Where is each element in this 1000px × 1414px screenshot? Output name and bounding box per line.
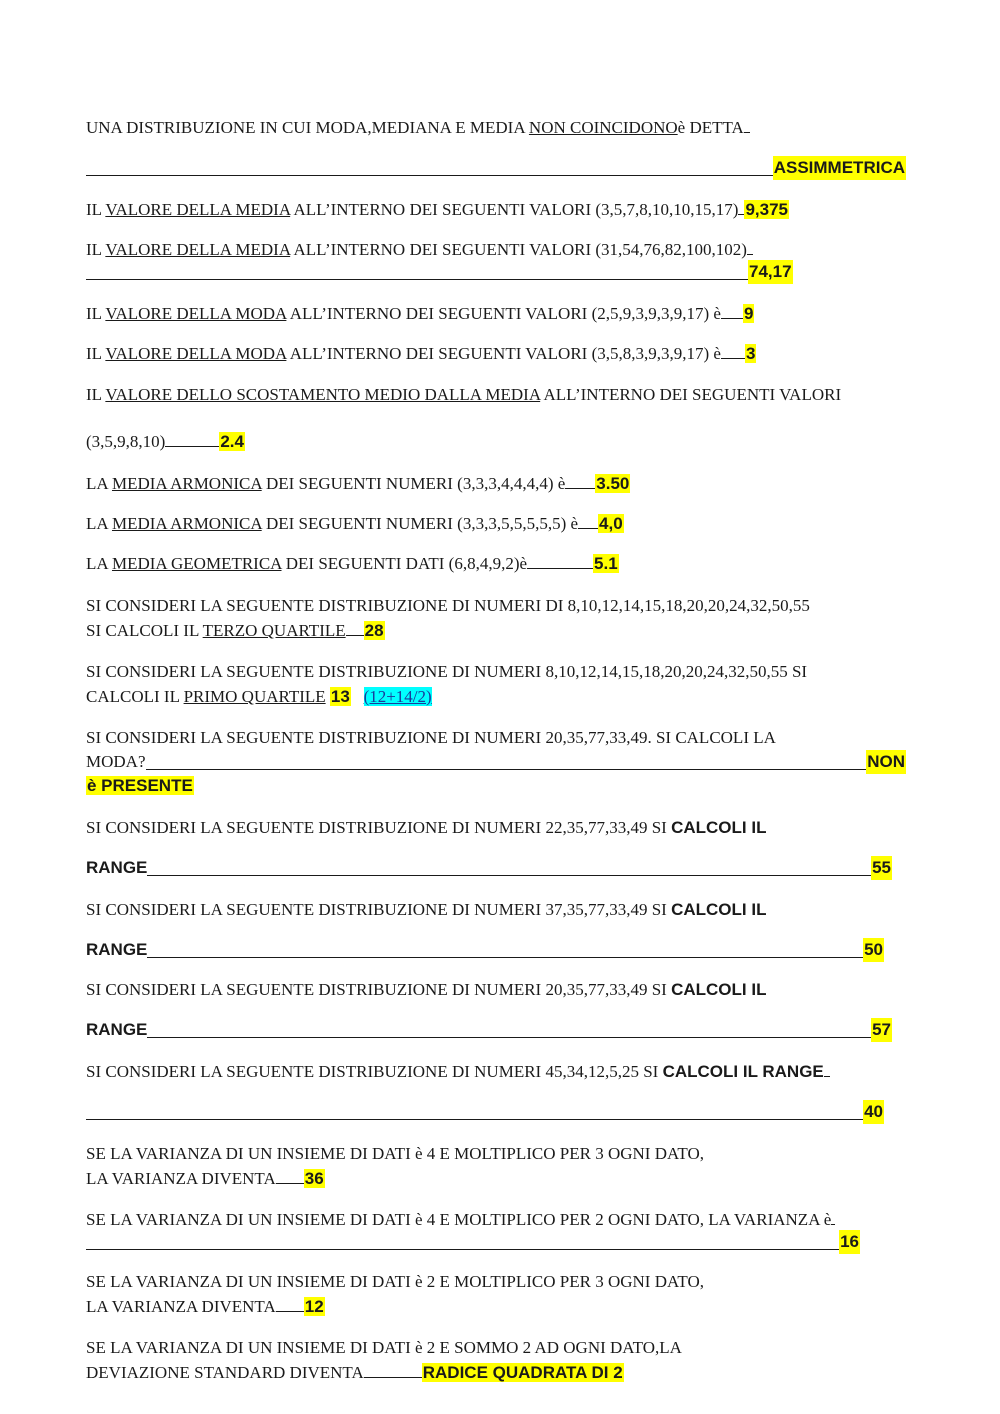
question-text: ALL’INTERNO DEI SEGUENTI VALORI (31,54,76,82,100,102): [290, 240, 747, 259]
question-text: SI CONSIDERI LA SEGUENTE DISTRIBUZIONE DI NUMERI 8,10,12,14,15,18,20,20,24,32,50,55 SI: [86, 662, 808, 681]
question-std-deviation-line2: [86, 1361, 906, 1385]
answer-highlight: 57: [871, 1018, 892, 1042]
bold-term: CALCOLI IL: [671, 818, 767, 837]
question-text: DEI SEGUENTI NUMERI (3,3,3,5,5,5,5,5) è: [261, 514, 579, 533]
answer-highlight: 9: [743, 304, 754, 323]
bold-term: RANGE: [86, 858, 148, 877]
question-text: SE LA VARIANZA DI UN INSIEME DI DATI è 2 E MOLTIPLICO PER 3 OGNI DATO,: [86, 1272, 704, 1291]
answer-line: [86, 156, 906, 180]
question-asymmetric: [86, 116, 906, 140]
question-mean-1: [86, 198, 906, 222]
underlined-term: MEDIA GEOMETRICA: [111, 554, 282, 573]
underlined-term: MEDIA ARMONICA: [111, 474, 262, 493]
underlined-term: VALORE DELLO SCOSTAMENTO MEDIO DALLA MEDIA: [105, 385, 541, 404]
underlined-term: NON COINCIDONO: [528, 118, 678, 137]
question-text: SI CALCOLI IL: [86, 621, 203, 640]
question-range-1: [86, 816, 906, 840]
question-text: è DETTA: [677, 118, 744, 137]
answer-highlight: 2.4: [220, 432, 244, 451]
bold-term: RANGE: [86, 940, 148, 959]
answer-highlight: è PRESENTE: [87, 776, 193, 795]
answer-line: [86, 938, 884, 962]
underlined-term: MEDIA ARMONICA: [111, 514, 262, 533]
question-mode-absent: [86, 726, 906, 750]
answer-highlight: 55: [871, 856, 892, 880]
question-text: DEVIAZIONE STANDARD DIVENTA: [86, 1363, 364, 1382]
underlined-term: VALORE DELLA MEDIA: [105, 200, 291, 219]
question-text: CALCOLI IL: [86, 687, 184, 706]
question-text: SI CONSIDERI LA SEGUENTE DISTRIBUZIONE DI NUMERI 37,35,77,33,49 SI: [86, 900, 672, 919]
bold-term: RANGE: [86, 1020, 148, 1039]
question-text: LA: [86, 514, 112, 533]
answer-highlight: ASSIMMETRICA: [773, 156, 906, 180]
answer-highlight: NON: [866, 750, 906, 774]
question-variance-3-line2: [86, 1295, 906, 1319]
question-mean-deviation: [86, 384, 856, 406]
question-harmonic-1: [86, 472, 906, 496]
question-text: SI CONSIDERI LA SEGUENTE DISTRIBUZIONE DI NUMERI 20,35,77,33,49 SI: [86, 980, 672, 999]
answer-continuation: [86, 774, 906, 798]
question-variance-1-line2: [86, 1167, 906, 1191]
question-geometric: [86, 552, 906, 576]
question-std-deviation: [86, 1336, 906, 1360]
question-range-3: [86, 978, 906, 1002]
answer-highlight: 36: [304, 1169, 324, 1188]
question-text: SE LA VARIANZA DI UN INSIEME DI DATI è 4 E MOLTIPLICO PER 3 OGNI DATO,: [86, 1144, 704, 1163]
bold-term: CALCOLI IL: [671, 980, 767, 999]
question-text: ALL’INTERNO DEI SEGUENTI VALORI (2,5,9,3,9,3,9,17) è: [286, 304, 721, 323]
answer-highlight: 16: [839, 1230, 860, 1254]
question-variance-2: [86, 1208, 906, 1232]
answer-highlight: 3.50: [596, 474, 630, 493]
answer-highlight: 40: [863, 1100, 884, 1124]
question-text: SI CONSIDERI LA SEGUENTE DISTRIBUZIONE DI NUMERI DI 8,10,12,14,15,18,20,20,24,32,50,55: [86, 596, 810, 615]
question-text: SI CONSIDERI LA SEGUENTE DISTRIBUZIONE DI NUMERI 22,35,77,33,49 SI: [86, 818, 672, 837]
answer-line: [86, 856, 892, 880]
question-text: IL: [86, 385, 106, 404]
question-text: DEI SEGUENTI DATI (6,8,4,9,2)è: [281, 554, 528, 573]
question-mode-2: [86, 342, 906, 366]
answer-highlight: 12: [304, 1297, 324, 1316]
answer-highlight: 4,0: [599, 514, 623, 533]
question-text: SE LA VARIANZA DI UN INSIEME DI DATI è 2 E SOMMO 2 AD OGNI DATO,LA: [86, 1338, 682, 1357]
question-text: LA VARIANZA DIVENTA: [86, 1297, 276, 1316]
underlined-term: TERZO QUARTILE: [202, 621, 346, 640]
answer-line: [86, 1230, 860, 1254]
answer-highlight: 3: [745, 344, 756, 363]
answer-highlight: 50: [863, 938, 884, 962]
question-text: LA: [86, 554, 112, 573]
answer-highlight: 74,17: [748, 260, 793, 284]
answer-line: [86, 1018, 892, 1042]
underlined-term: PRIMO QUARTILE: [183, 687, 326, 706]
question-text: SI CONSIDERI LA SEGUENTE DISTRIBUZIONE DI NUMERI 20,35,77,33,49. SI CALCOLI LA: [86, 728, 776, 747]
question-text: ALL’INTERNO DEI SEGUENTI VALORI: [540, 385, 842, 404]
answer-highlight: 9,375: [745, 200, 788, 219]
question-variance-1: [86, 1142, 906, 1166]
underlined-term: VALORE DELLA MODA: [105, 304, 287, 323]
question-mode-1: [86, 302, 906, 326]
answer-line: [86, 260, 906, 284]
question-text: ALL’INTERNO DEI SEGUENTI VALORI (3,5,8,3,9,3,9,17) è: [286, 344, 721, 363]
question-text: IL: [86, 240, 106, 259]
answer-highlight: 5.1: [594, 554, 618, 573]
formula-note: (12+14/2): [363, 687, 432, 706]
answer-highlight: 13: [330, 687, 350, 706]
underlined-term: VALORE DELLA MODA: [105, 344, 287, 363]
question-text: UNA DISTRIBUZIONE IN CUI MODA,MEDIANA E MEDIA: [86, 118, 529, 137]
question-text: SE LA VARIANZA DI UN INSIEME DI DATI è 4 E MOLTIPLICO PER 2 OGNI DATO, LA VARIANZA è: [86, 1210, 832, 1229]
question-text: IL: [86, 304, 106, 323]
question-text: SI CONSIDERI LA SEGUENTE DISTRIBUZIONE DI NUMERI 45,34,12,5,25 SI: [86, 1062, 663, 1081]
question-range-4: [86, 1060, 906, 1084]
answer-line: [86, 750, 906, 774]
question-variance-3: [86, 1270, 906, 1294]
question-mean-deviation-values: [86, 430, 906, 454]
question-first-quartile: [86, 660, 906, 684]
bold-term: CALCOLI IL RANGE: [662, 1062, 824, 1081]
question-text: DEI SEGUENTI NUMERI (3,3,3,4,4,4,4) è: [261, 474, 566, 493]
question-third-quartile: [86, 594, 906, 618]
answer-line: [86, 1100, 884, 1124]
question-first-quartile-line2: [86, 685, 906, 709]
question-text: MODA?: [86, 752, 146, 771]
bold-term: CALCOLI IL: [671, 900, 767, 919]
underlined-term: VALORE DELLA MEDIA: [105, 240, 291, 259]
answer-highlight: 28: [364, 621, 384, 640]
question-mean-2: [86, 238, 906, 262]
question-text: (3,5,9,8,10): [86, 432, 166, 451]
question-harmonic-2: [86, 512, 906, 536]
question-text: LA VARIANZA DIVENTA: [86, 1169, 276, 1188]
question-text: IL: [86, 344, 106, 363]
question-text: LA: [86, 474, 112, 493]
question-third-quartile-line2: [86, 619, 906, 643]
question-text: IL: [86, 200, 106, 219]
answer-highlight: RADICE QUADRATA DI 2: [422, 1363, 623, 1382]
question-range-2: [86, 898, 906, 922]
question-text: ALL’INTERNO DEI SEGUENTI VALORI (3,5,7,8,10,10,15,17): [290, 200, 739, 219]
